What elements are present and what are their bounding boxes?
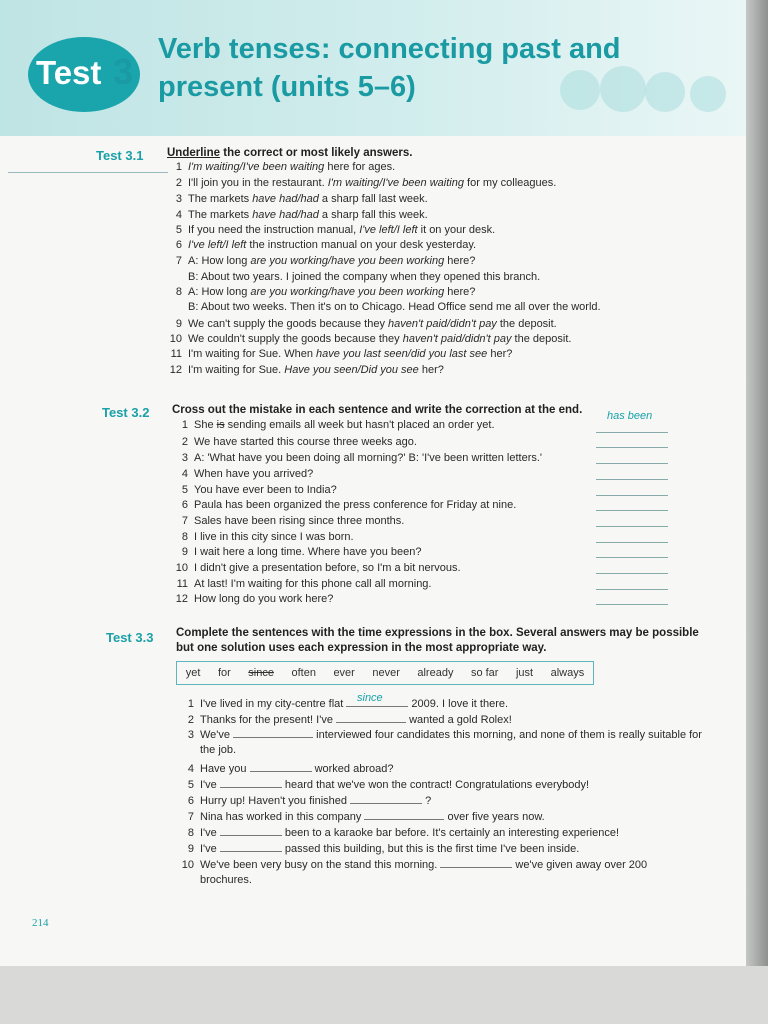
item-number: 4 [175, 209, 182, 221]
item-number: 4 [187, 763, 194, 775]
instruction-line-2: but one solution uses each expression in the most appropriate way. [176, 642, 547, 654]
item-text: At last! I'm waiting for this phone call all morning. [194, 578, 432, 590]
instruction-rest: the correct or most likely answers. [220, 147, 413, 159]
list-item [178, 809, 545, 823]
item-text: the deposit. [496, 318, 557, 330]
list-item [166, 255, 475, 267]
struck-word: is [216, 419, 225, 431]
list-item [172, 499, 516, 511]
list-item [172, 546, 421, 558]
item-number: 6 [181, 499, 188, 511]
item-text: the instruction manual on your desk yesterday. [246, 239, 477, 251]
item-number: 2 [187, 714, 194, 726]
item-number: 12 [175, 593, 188, 605]
instruction-3-1 [167, 146, 412, 161]
box-word: yet [185, 667, 201, 679]
item-text: When have you arrived? [194, 468, 314, 480]
answer-line[interactable] [596, 604, 668, 605]
list-item [178, 727, 702, 741]
page-number: 214 [32, 917, 49, 929]
answer-options: are you working/have you been working [250, 286, 445, 298]
item-text: we've given away over 200 [512, 859, 648, 871]
box-word: always [550, 667, 585, 679]
answer-line[interactable] [596, 495, 668, 496]
list-item [166, 286, 475, 298]
item-text: Sales have been rising since three months. [194, 515, 405, 527]
item-number: 5 [181, 484, 188, 496]
list-item [178, 793, 431, 807]
scanner-background [0, 966, 768, 1024]
answer-line[interactable] [596, 479, 668, 480]
answer-blank[interactable] [233, 727, 313, 738]
item-text: 2009. I love it there. [408, 698, 509, 710]
item-number: 9 [175, 318, 182, 330]
item-text: We couldn't supply the goods because they [188, 333, 403, 345]
answer-blank[interactable] [350, 793, 422, 804]
box-word: often [291, 667, 316, 679]
answer-line[interactable] [596, 463, 668, 464]
answer-line[interactable] [596, 432, 668, 433]
instruction-3-3 [176, 626, 699, 656]
answer-options: haven't paid/didn't pay [388, 318, 497, 330]
list-item [166, 209, 428, 221]
box-word: just [515, 667, 534, 679]
list-item [178, 712, 512, 726]
list-item [178, 841, 579, 855]
list-item [178, 874, 252, 886]
item-text: a sharp fall this week. [318, 209, 428, 221]
item-text: I'll join you in the restaurant. [188, 177, 328, 189]
section-label-3-1: Test 3.1 [96, 148, 144, 163]
divider-line [8, 172, 168, 173]
item-number: 2 [175, 177, 182, 189]
list-item [166, 161, 395, 173]
answer-options: have had/had [252, 193, 319, 205]
item-text: A: How long [188, 255, 251, 267]
list-item [166, 318, 557, 330]
answer-line[interactable] [596, 589, 668, 590]
answer-options: I'm waiting/I've been waiting [327, 177, 464, 189]
item-text: We have started this course three weeks ago. [194, 436, 417, 448]
item-text: I wait here a long time. Where have you been? [194, 546, 422, 558]
list-item [172, 484, 337, 496]
list-item [166, 333, 571, 345]
box-word: already [417, 667, 454, 679]
item-number: 11 [176, 578, 188, 590]
item-text: here for ages. [324, 161, 396, 173]
item-number: 7 [175, 255, 182, 267]
answer-options: haven't paid/didn't pay [402, 333, 512, 345]
answer-options: have you last seen/did you last see [316, 348, 488, 360]
item-number: 5 [175, 224, 182, 236]
list-item [172, 468, 313, 480]
instruction-underlined: Underline [167, 147, 221, 159]
item-text: a sharp fall last week. [318, 193, 428, 205]
box-word: never [372, 667, 400, 679]
answer-line[interactable] [596, 542, 668, 543]
item-text: The markets [188, 193, 253, 205]
item-text: the job. [200, 744, 237, 756]
answer-options: I've left/I left [188, 239, 247, 251]
item-number: 10 [175, 562, 188, 574]
item-number: 9 [181, 546, 188, 558]
instruction-line-1: Complete the sentences with the time expressions in the box. Several answers may be possible [176, 627, 699, 639]
answer-options: I've left/I left [359, 224, 418, 236]
item-text: B: About two weeks. Then it's on to Chicago. Head Office send me all over the world. [188, 301, 601, 313]
list-item [172, 515, 404, 527]
item-text: A: How long [188, 286, 251, 298]
answer-blank[interactable] [220, 777, 282, 788]
list-item [166, 193, 428, 205]
item-number: 10 [181, 859, 194, 871]
answer-line[interactable] [596, 526, 668, 527]
list-item [172, 578, 431, 590]
item-text: wanted a gold Rolex! [406, 714, 512, 726]
section-label-3-2: Test 3.2 [102, 405, 150, 420]
box-word: for [217, 667, 231, 679]
item-number: 1 [181, 419, 188, 431]
answer-blank[interactable] [364, 809, 444, 820]
list-item [166, 239, 476, 251]
item-text: interviewed four candidates this morning, and none of them is really suitable for [313, 729, 702, 741]
list-item [166, 301, 601, 313]
answer-line[interactable] [596, 557, 668, 558]
badge-number: 3 [113, 51, 134, 92]
title-line-2: present (units 5–6) [158, 71, 416, 103]
item-number: 8 [181, 531, 188, 543]
item-text: How long do you work here? [194, 593, 334, 605]
handwritten-answer: since [357, 692, 383, 704]
item-text: I've [200, 779, 220, 791]
item-number: 1 [187, 698, 194, 710]
item-text: it on your desk. [417, 224, 496, 236]
item-text: Paula has been organized the press conference for Friday at nine. [194, 499, 517, 511]
item-text: her? [487, 348, 513, 360]
answer-blank[interactable] [346, 696, 408, 707]
box-word: since [248, 667, 274, 679]
item-text: brochures. [200, 874, 252, 886]
list-item [178, 857, 647, 871]
item-number: 11 [170, 348, 182, 360]
handwritten-answer: has been [607, 410, 653, 422]
badge-word: Test [36, 54, 102, 91]
item-text: heard that we've won the contract! Congratulations everybody! [281, 779, 590, 791]
item-text: over five years now. [444, 811, 545, 823]
item-text: I live in this city since I was born. [194, 531, 354, 543]
item-number: 6 [175, 239, 182, 251]
item-number: 4 [181, 468, 188, 480]
list-item [166, 224, 495, 236]
item-text: sending emails all week but hasn't placed an order yet. [224, 419, 495, 431]
answer-blank[interactable] [220, 841, 282, 852]
item-text: I've lived in my city-centre flat [200, 698, 347, 710]
item-text: I didn't give a presentation before, so I'm a bit nervous. [194, 562, 461, 574]
item-text: We've been very busy on the stand this morning. [200, 859, 441, 871]
item-text: ? [422, 795, 432, 807]
list-item [172, 452, 542, 464]
item-number: 8 [187, 827, 194, 839]
item-text: I've [200, 827, 220, 839]
word-box [176, 661, 594, 685]
item-text: Hurry up! Haven't you finished [200, 795, 351, 807]
answer-blank[interactable] [250, 761, 312, 772]
answer-blank[interactable] [220, 825, 282, 836]
item-number: 2 [181, 436, 188, 448]
header-band [0, 0, 748, 136]
item-text: We can't supply the goods because they [188, 318, 389, 330]
list-item [166, 271, 540, 283]
item-text: Have you [200, 763, 250, 775]
item-text: worked abroad? [311, 763, 394, 775]
item-number: 1 [175, 161, 182, 173]
answer-line[interactable] [596, 447, 668, 448]
item-text: If you need the instruction manual, [188, 224, 360, 236]
item-number: 3 [187, 729, 194, 741]
list-item [166, 364, 444, 376]
instruction-3-2: Cross out the mistake in each sentence and write the correction at the end. [172, 404, 583, 416]
answer-options: Have you seen/Did you see [284, 364, 419, 376]
list-item [172, 436, 417, 448]
list-item [178, 777, 589, 791]
item-text: her? [418, 364, 444, 376]
item-number: 3 [175, 193, 182, 205]
item-text: here? [444, 286, 476, 298]
item-number: 8 [175, 286, 182, 298]
list-item [178, 825, 619, 839]
list-item [172, 419, 495, 431]
answer-options: I'm waiting/I've been waiting [188, 161, 325, 173]
box-word: ever [333, 667, 355, 679]
page-gutter [746, 0, 768, 966]
decor-circle [690, 76, 726, 112]
list-item [172, 531, 354, 543]
item-number: 6 [187, 795, 194, 807]
item-text: She [194, 419, 217, 431]
item-text: I'm waiting for Sue. [188, 364, 285, 376]
item-text: here? [444, 255, 476, 267]
list-item [166, 348, 512, 360]
answer-line[interactable] [596, 510, 668, 511]
item-text: You have ever been to India? [194, 484, 337, 496]
answer-line[interactable] [596, 573, 668, 574]
box-word: so far [470, 667, 499, 679]
item-number: 7 [181, 515, 188, 527]
item-text: Nina has worked in this company [200, 811, 365, 823]
item-text: I'm waiting for Sue. When [188, 348, 317, 360]
item-number: 9 [187, 843, 194, 855]
list-item [178, 744, 236, 756]
item-number: 3 [181, 452, 188, 464]
item-text: the deposit. [511, 333, 572, 345]
item-number: 12 [169, 364, 182, 376]
item-text: I've [200, 843, 220, 855]
item-text: A: 'What have you been doing all morning?' B: 'I've been written letters.' [194, 452, 543, 464]
item-number: 7 [187, 811, 194, 823]
item-text: The markets [188, 209, 253, 221]
page-title [158, 30, 678, 106]
answer-blank[interactable] [440, 857, 512, 868]
item-text: for my colleagues. [463, 177, 557, 189]
item-text: been to a karaoke bar before. It's certainly an interesting experience! [281, 827, 620, 839]
list-item [178, 696, 508, 710]
item-number: 5 [187, 779, 194, 791]
section-label-3-3: Test 3.3 [106, 630, 154, 645]
list-item [166, 177, 556, 189]
item-text: We've [200, 729, 234, 741]
list-item [172, 593, 333, 605]
answer-blank[interactable] [336, 712, 406, 723]
list-item [178, 761, 393, 775]
answer-options: are you working/have you been working [250, 255, 445, 267]
list-item [172, 562, 461, 574]
answer-options: have had/had [252, 209, 319, 221]
item-text: B: About two years. I joined the company when they opened this branch. [188, 271, 541, 283]
title-line-1: Verb tenses: connecting past and [158, 33, 621, 65]
item-number: 10 [169, 333, 182, 345]
item-text: Thanks for the present! I've [200, 714, 337, 726]
item-text: passed this building, but this is the first time I've been inside. [281, 843, 580, 855]
